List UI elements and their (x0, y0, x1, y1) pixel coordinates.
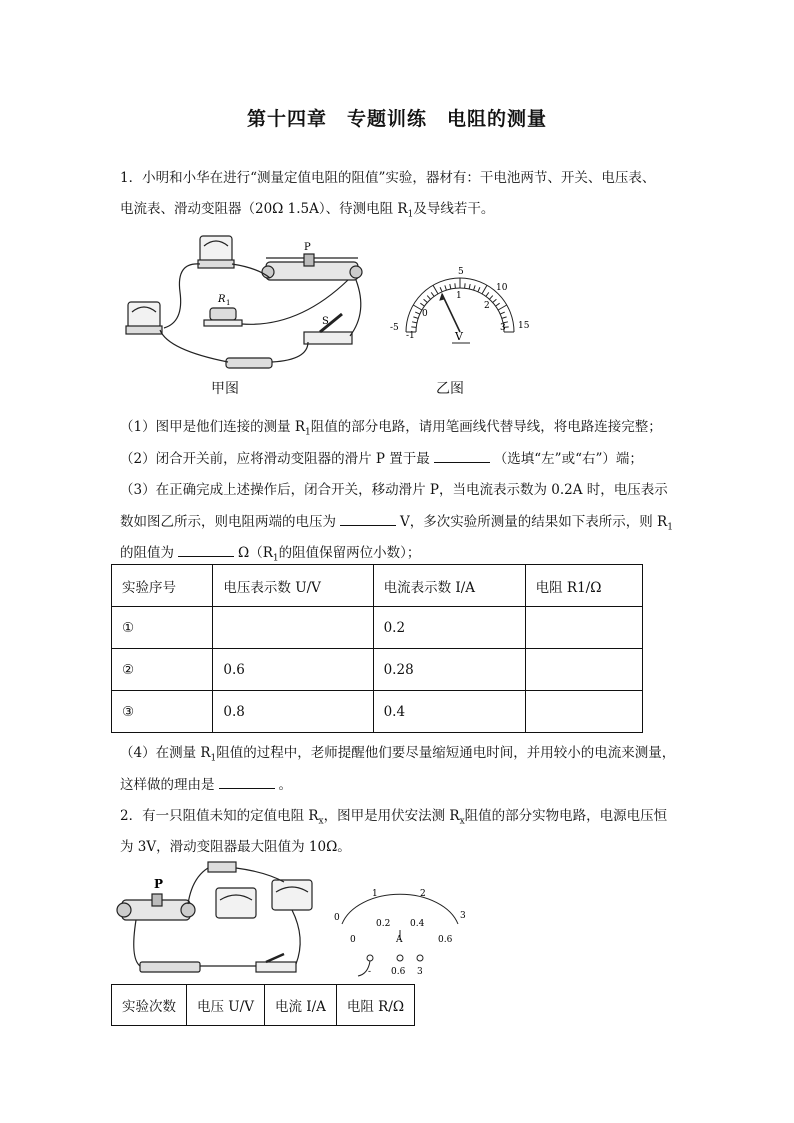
dial-tick (433, 285, 438, 294)
slider-label-p: P (304, 242, 311, 253)
dial-tick (412, 322, 417, 323)
svg-text:2: 2 (420, 889, 426, 899)
circuit-figure-jia (118, 232, 373, 372)
svg-text:-5: -5 (390, 323, 399, 333)
battery (226, 358, 272, 368)
svg-text:0.6: 0.6 (438, 935, 453, 945)
svg-text:0.4: 0.4 (410, 919, 425, 929)
dial-tick (445, 285, 447, 290)
dial-tick (486, 292, 489, 296)
dial-tick (440, 287, 442, 292)
q1-part3-line1: （3）在正确完成上述操作后，闭合开关，移动滑片 P，当电流表示数为 0.2A 时，电压表示 (120, 482, 668, 498)
dial-tick (420, 303, 424, 306)
resistor-label-r: R (218, 294, 226, 305)
svg-text:0: 0 (422, 309, 428, 319)
voltmeter-body (200, 236, 232, 262)
switch-base (304, 332, 352, 344)
table-header-row: 实验序号 电压表示数 U/V 电流表示数 I/A 电阻 R1/Ω (112, 565, 643, 607)
ammeter-body (272, 880, 312, 910)
dial-tick (424, 299, 428, 302)
fig-caption-yi: 乙图 (436, 381, 464, 397)
dial-tick (431, 292, 434, 296)
table-row: ③ 0.8 0.4 (112, 691, 643, 733)
svg-text:5: 5 (458, 267, 464, 277)
table-row: ① 0.2 (112, 607, 643, 649)
ammeter-body (128, 302, 160, 328)
svg-text:1: 1 (372, 889, 378, 899)
table-row: ② 0.6 0.28 (112, 649, 643, 691)
svg-text:0: 0 (350, 935, 356, 945)
answer-blank[interactable] (219, 776, 275, 789)
voltmeter-body (216, 888, 256, 918)
svg-text:-: - (368, 967, 372, 977)
switch-base (256, 962, 296, 972)
q1-part2: （2）闭合开关前，应将滑动变阻器的滑片 P 置于最 （选填“左”或“右”）端； (120, 451, 643, 467)
dial-tick (493, 299, 497, 302)
resistor-r1 (210, 308, 236, 320)
voltmeter-dial-figure (388, 266, 538, 351)
svg-text:-1: -1 (406, 331, 415, 341)
dial-tick (496, 303, 500, 306)
answer-blank[interactable] (178, 544, 234, 557)
dial-tick (474, 285, 476, 290)
ammeter-dial-figure (328, 884, 473, 978)
svg-text:3: 3 (460, 911, 466, 921)
q2-line1: 2．有一只阻值未知的定值电阻 $R_x$，图甲是用伏安法测 $R_x$阻值的部分实物电路，电源电压恒 (120, 808, 668, 827)
dial-tick (465, 283, 466, 288)
svg-text:3: 3 (417, 967, 423, 977)
q1-data-table (111, 564, 643, 733)
dial-tick (500, 312, 505, 314)
voltmeter-symbol: V (455, 330, 463, 343)
dial-tick (502, 317, 507, 319)
resistor-rx (208, 862, 236, 872)
q1-part4-line2: 这样做的理由是 。 (120, 777, 292, 793)
slider-label-p: P (154, 877, 164, 891)
q1-line2: 电流表、滑动变阻器（20Ω 1.5A）、待测电阻 $R_1$及导线若干。 (120, 201, 495, 220)
q1-line1: 1．小明和小华在进行“测量定值电阻的阻值”实验，器材有：干电池两节、开关、电压表、 (120, 170, 656, 186)
fig-caption-jia: 甲图 (211, 381, 239, 397)
dial-tick (498, 305, 507, 310)
q1-part4-line1: （4）在测量 $R_1$阻值的过程中，老师提醒他们要尽量缩短通电时间，并用较小的电流来测量， (120, 745, 676, 764)
svg-text:1: 1 (456, 291, 462, 301)
svg-text:10: 10 (496, 283, 508, 293)
q2-data-table (111, 984, 415, 1026)
svg-text:3: 3 (500, 323, 506, 333)
svg-text:0: 0 (334, 913, 340, 923)
q1-part3-line2: 数如图乙所示，则电阻两端的电压为 V，多次实验所测量的结果如下表所示，则 $R_1$ (120, 514, 673, 533)
dial-tick (413, 305, 422, 310)
svg-text:15: 15 (518, 321, 530, 331)
switch-label-s: S (322, 316, 329, 327)
page-title: 第十四章 专题训练 电阻的测量 (246, 108, 547, 130)
dial-tick (469, 284, 470, 289)
dial-tick (413, 317, 418, 319)
table-header-row: 实验次数 电压 U/V 电流 I/A 电阻 R/Ω (112, 985, 415, 1026)
dial-tick (482, 285, 487, 294)
dial-tick (427, 296, 430, 300)
ammeter-symbol: A (396, 935, 403, 945)
dial-tick (415, 312, 420, 314)
resistor-label-sub: 1 (226, 299, 231, 307)
circuit-figure-q2 (116, 858, 321, 980)
q1-part3-line3: 的阻值为 $\Omega(R_1$的阻值保留两位小数）； (120, 545, 421, 564)
answer-blank[interactable] (434, 450, 490, 463)
svg-text:0.6: 0.6 (391, 967, 406, 977)
dial-tick (411, 327, 416, 328)
svg-text:0.2: 0.2 (376, 919, 391, 929)
dial-tick (478, 287, 480, 292)
q1-part1: （1）图甲是他们连接的测量 $R_1$阻值的部分电路，请用笔画线代替导线，将电路连接完整； (120, 419, 662, 438)
answer-blank[interactable] (340, 513, 396, 526)
dial-tick (489, 296, 492, 300)
battery (140, 962, 200, 972)
dial-tick (455, 283, 456, 288)
svg-text:2: 2 (484, 301, 490, 311)
q2-line2: 为 3V，滑动变阻器最大阻值为 10Ω。 (120, 839, 351, 855)
dial-tick (450, 284, 451, 289)
